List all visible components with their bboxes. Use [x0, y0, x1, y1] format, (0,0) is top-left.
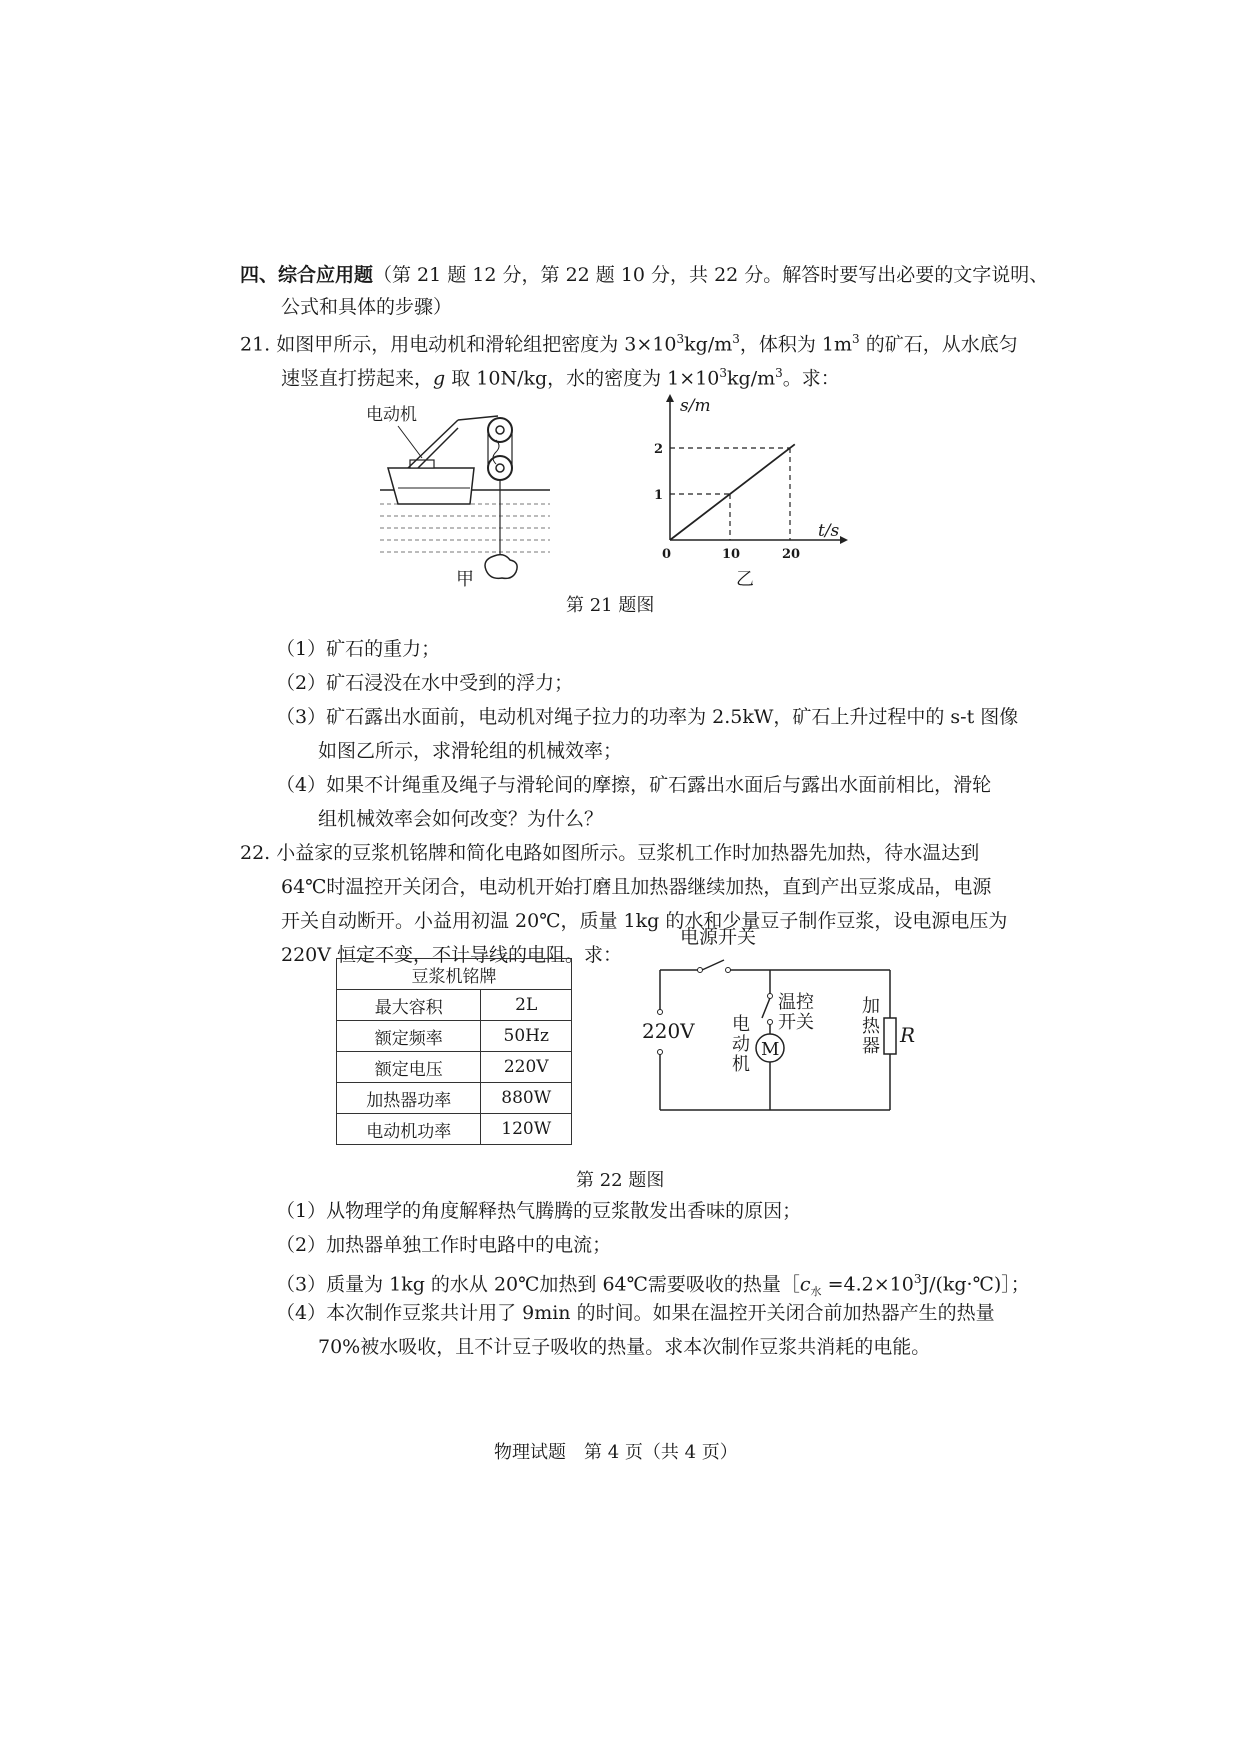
power-switch	[702, 960, 724, 970]
y-tick-label: 2	[654, 442, 664, 457]
figure-jia-label: 甲	[456, 569, 474, 590]
y-tick-label: 1	[654, 488, 664, 503]
resistor	[884, 1018, 896, 1054]
q21-g: g	[433, 367, 446, 390]
power-switch-label: 电源开关	[680, 926, 757, 948]
x-axis-arrow	[840, 536, 848, 544]
q22-text: 220V 恒定不变，不计导线的电阻。求：	[281, 944, 623, 966]
q21-sup: 3	[775, 366, 783, 380]
table-cell: 880W	[481, 1083, 572, 1114]
q21-caption: 第 21 题图	[566, 595, 655, 616]
q21-text: 速竖直打捞起来，	[281, 367, 434, 390]
table-row	[337, 1021, 572, 1052]
q22-text: 小益家的豆浆机铭牌和简化电路如图所示。豆浆机工作时加热器先加热，待水温达到	[276, 842, 980, 864]
heater-label-3: 器	[862, 1036, 880, 1057]
origin-label: 0	[662, 547, 672, 562]
q21-text: ，体积为 1m	[739, 333, 853, 356]
q22-sub: 水	[810, 1285, 822, 1299]
q22-item: （4）本次制作豆浆共计用了 9min 的时间。如果在温控开关闭合前加热器产生的热量	[276, 1302, 995, 1324]
q21-text: 。求：	[782, 367, 840, 390]
q21-text: 的矿石，从水底匀	[859, 333, 1018, 356]
q21-sup: 3	[852, 332, 860, 346]
q22-text: 开关自动断开。小益用初温 20℃，质量 1kg 的水和少量豆子制作豆浆，设电源电压为	[281, 910, 1008, 932]
table-cell: 加热器功率	[337, 1083, 481, 1114]
q21-text: kg/m	[727, 367, 776, 390]
heater-label-2: 热	[862, 1016, 880, 1037]
table-cell: 最大容积	[337, 990, 481, 1021]
section-header	[240, 262, 1048, 288]
q21-sup: 3	[676, 332, 685, 346]
section-note-cont: 公式和具体的步骤）	[281, 296, 453, 318]
q22-item: 70%被水吸收，且不计豆子吸收的热量。求本次制作豆浆共消耗的电能。	[318, 1336, 931, 1358]
q21-text: kg/m	[684, 333, 733, 356]
figure-yi-chart	[640, 390, 860, 575]
q21-text: 取 10N/kg，水的密度为 1×10	[445, 367, 720, 390]
crane-top	[458, 416, 498, 420]
page-footer: 物理试题 第 4 页（共 4 页）	[494, 1442, 738, 1463]
table-row	[337, 1052, 572, 1083]
voltage-label: 220V	[642, 1019, 695, 1043]
q21-line1	[240, 326, 1018, 357]
table-cell: 电动机功率	[337, 1114, 481, 1145]
motor-letter: M	[761, 1039, 780, 1060]
terminal-bottom	[658, 1050, 663, 1055]
water-lines	[380, 504, 550, 552]
q21-item: 组机械效率会如何改变？为什么？	[318, 808, 604, 830]
table-row	[337, 990, 572, 1021]
q21-item: （3）矿石露出水面前，电动机对绳子拉力的功率为 2.5kW，矿石上升过程中的 s-t 图像	[276, 706, 1019, 728]
q22-item: （1）从物理学的角度解释热气腾腾的豆浆散发出香味的原因；	[276, 1200, 802, 1222]
section-title: 四、综合应用题	[240, 264, 374, 286]
section-note: （第 21 题 12 分，第 22 题 10 分，共 22 分。解答时要写出必要的文字说明、	[373, 264, 1049, 286]
q21-item: （4）如果不计绳重及绳子与滑轮间的摩擦，矿石露出水面后与露出水面前相比，滑轮	[276, 774, 992, 796]
nameplate-title: 豆浆机铭牌	[337, 959, 572, 990]
boat	[388, 468, 474, 504]
q22-item: （2）加热器单独工作时电路中的电流；	[276, 1234, 612, 1256]
circuit-diagram	[640, 930, 916, 1125]
q21-text: 如图甲所示，用电动机和滑轮组把密度为 3×10	[276, 333, 677, 356]
table-cell: 额定频率	[337, 1021, 481, 1052]
table-row	[337, 1083, 572, 1114]
q22-number: 22.	[240, 842, 271, 864]
q22-text: J/(kg·℃)］；	[921, 1273, 1030, 1296]
motor-pointer	[398, 426, 422, 458]
motor-label-2: 动	[732, 1034, 750, 1055]
x-tick-label: 20	[782, 547, 801, 562]
motor-label-3: 机	[732, 1054, 750, 1075]
table-cell: 额定电压	[337, 1052, 481, 1083]
resistor-label: R	[900, 1023, 916, 1047]
motor-label-1: 电	[732, 1014, 750, 1035]
table-cell: 220V	[481, 1052, 572, 1083]
figure-yi-label: 乙	[736, 569, 754, 590]
table-row	[337, 1114, 572, 1145]
series-line	[670, 444, 795, 540]
q21-line2	[281, 360, 840, 391]
q22-text: 64℃时温控开关闭合，电动机开始打磨且加热器继续加热，直到产出豆浆成品，电源	[281, 876, 992, 898]
q21-item: 如图乙所示，求滑轮组的机械效率；	[318, 740, 623, 762]
x-tick-label: 10	[722, 547, 741, 562]
ore-rock	[485, 555, 517, 579]
y-axis-arrow	[666, 394, 674, 402]
q22-item: （3）质量为 1kg 的水从 20℃加热到 64℃需要吸收的热量［	[276, 1273, 800, 1296]
q21-sup: 3	[719, 366, 728, 380]
temp-switch	[762, 998, 770, 1018]
crane-boom-2	[418, 428, 458, 468]
terminal-top	[658, 1010, 663, 1015]
temp-switch-label-2: 开关	[778, 1012, 814, 1033]
q22-text: =4.2×10	[821, 1273, 914, 1296]
q22-caption: 第 22 题图	[576, 1170, 665, 1191]
q22-line1	[240, 840, 979, 866]
motor-label: 电动机	[366, 405, 417, 425]
x-axis-label: t/s	[818, 521, 840, 541]
heater-label-1: 加	[862, 996, 880, 1017]
q21-item: （1）矿石的重力；	[276, 638, 441, 660]
table-cell: 120W	[481, 1114, 572, 1145]
q21-item: （2）矿石浸没在水中受到的浮力；	[276, 672, 574, 694]
y-axis-label: s/m	[680, 396, 711, 416]
temp-switch-label-1: 温控	[778, 992, 814, 1013]
q22-c: c	[799, 1273, 811, 1296]
table-cell: 50Hz	[481, 1021, 572, 1052]
table-cell: 2L	[481, 990, 572, 1021]
q22-sup: 3	[913, 1272, 922, 1286]
q21-number: 21.	[240, 333, 271, 356]
q21-sup: 3	[732, 332, 740, 346]
nameplate-table	[336, 958, 572, 1145]
